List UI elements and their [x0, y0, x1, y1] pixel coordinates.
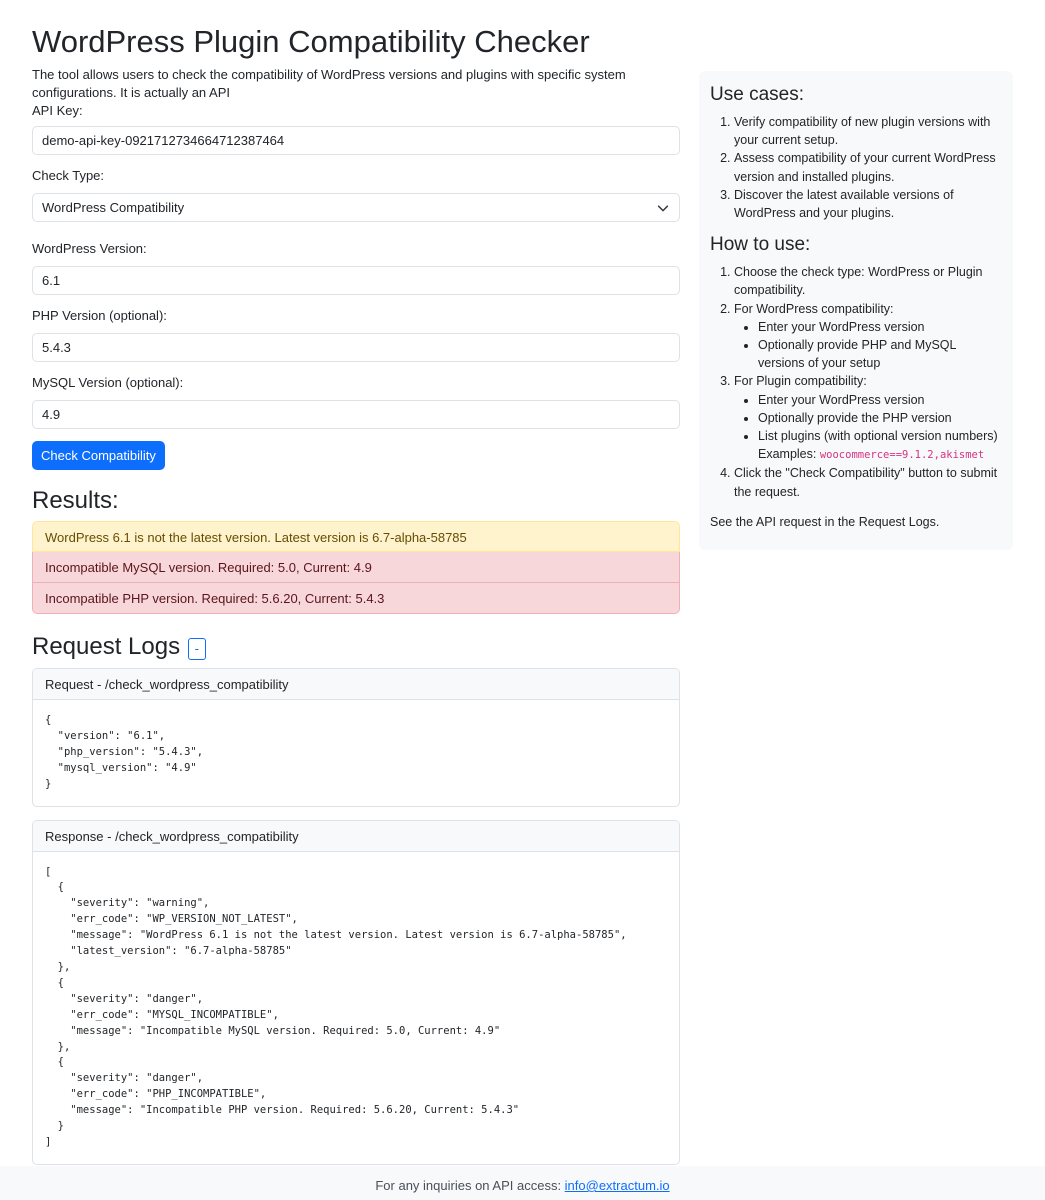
mysql-version-value: 4.9 [42, 407, 61, 422]
php-version-value: 5.4.3 [42, 340, 71, 355]
check-type-select[interactable] [32, 193, 680, 222]
mysql-version-label: MySQL Version (optional): [32, 375, 184, 390]
check-type-label: Check Type: [32, 168, 105, 183]
list-item [734, 300, 1002, 373]
mysql-version-input[interactable] [32, 400, 680, 429]
wp-version-input[interactable] [32, 266, 680, 295]
check-type-value: WordPress Compatibility [42, 200, 185, 215]
contact-email-link[interactable]: info@extractum.io [564, 1178, 670, 1193]
php-version-input[interactable] [32, 333, 680, 362]
footer-text: For any inquiries on API access: [375, 1178, 565, 1193]
request-card-header: Request - /check_wordpress_compatibility [33, 669, 679, 700]
step-text: For WordPress compatibility: [734, 301, 894, 316]
page-title: WordPress Plugin Compatibility Checker [32, 24, 590, 59]
alert-danger: Incompatible PHP version. Required: 5.6.20, Current: 5.4.3 [32, 583, 680, 614]
chevron-down-icon [656, 201, 670, 215]
footer [0, 1166, 1045, 1200]
use-cases-list [710, 113, 1002, 222]
list-item [758, 427, 1002, 464]
examples-label: Examples: [758, 447, 820, 462]
results-list [32, 521, 680, 614]
examples-code: woocommerce==9.1.2,akismet [819, 449, 985, 462]
main-column [32, 22, 680, 1165]
page-description: The tool allows users to check the compatibility of WordPress versions and plugins with specific system configurations. It is actually an API [32, 67, 626, 100]
step-text: List plugins (with optional version numbers) [758, 429, 998, 444]
api-key-input[interactable] [32, 126, 680, 155]
wp-version-label: WordPress Version: [32, 241, 147, 256]
request-logs-heading: Request Logs [32, 633, 181, 660]
request-card [32, 668, 680, 807]
response-card-header: Response - /check_wordpress_compatibility [33, 821, 679, 852]
how-to-heading: How to use: [710, 234, 811, 256]
response-card [32, 820, 680, 1165]
list-item: 4. Click the "Check Compatibility" button to submit the request. [734, 464, 1002, 500]
list-item: 3. Discover the latest available versions of WordPress and your plugins. [734, 186, 1002, 222]
check-compatibility-button[interactable]: Check Compatibility [32, 441, 165, 470]
list-item: 1. Verify compatibility of new plugin versions with your current setup. [734, 113, 1002, 149]
list-item [734, 372, 1002, 464]
list-item: • Enter your WordPress version [758, 318, 1002, 336]
step-text: For Plugin compatibility: [734, 374, 867, 389]
wp-version-value: 6.1 [42, 273, 61, 288]
response-body: [ { "severity": "warning", "err_code": "WP_VERSION_NOT_LATEST", "message": "WordPress 6.1 is not the latest version. Latest version is 6.7-alpha-58785", "latest_version": "6.7-alpha-58785" }, { "severity": "danger", "err_code": "MYSQL_INCOMPATIBLE", "message": "Incompatible MySQL version. Required: 5.0, Current: 4.9" }, { "severity": "danger", "err_code": "PHP_INCOMPATIBLE", "message": "Incompatible PHP version. Required: 5.6.20, Current: 5.4.3" } ] [45, 865, 627, 1148]
how-to-list [710, 263, 1002, 501]
collapse-logs-button[interactable]: - [188, 638, 206, 660]
alert-warning: WordPress 6.1 is not the latest version. Latest version is 6.7-alpha-58785 [32, 521, 680, 552]
api-key-value: demo-api-key-0921712734664712387464 [42, 133, 285, 148]
list-item: • Optionally provide PHP and MySQL versions of your setup [758, 336, 1002, 372]
list-item: • Enter your WordPress version [758, 391, 1002, 409]
results-heading: Results: [32, 487, 119, 514]
use-cases-heading: Use cases: [710, 84, 804, 105]
list-item: • Optionally provide the PHP version [758, 409, 1002, 427]
help-sidebar [699, 71, 1013, 550]
alert-danger: Incompatible MySQL version. Required: 5.0, Current: 4.9 [32, 552, 680, 583]
php-version-label: PHP Version (optional): [32, 308, 167, 323]
list-item: 2. Assess compatibility of your current WordPress version and installed plugins. [734, 149, 1002, 185]
request-body: { "version": "6.1", "php_version": "5.4.3", "mysql_version": "4.9" } [45, 714, 204, 790]
list-item: 1. Choose the check type: WordPress or Plugin compatibility. [734, 263, 1002, 299]
sidebar-note: See the API request in the Request Logs. [710, 514, 940, 529]
request-logs-header-row [32, 632, 680, 662]
api-key-label: API Key: [32, 103, 83, 118]
